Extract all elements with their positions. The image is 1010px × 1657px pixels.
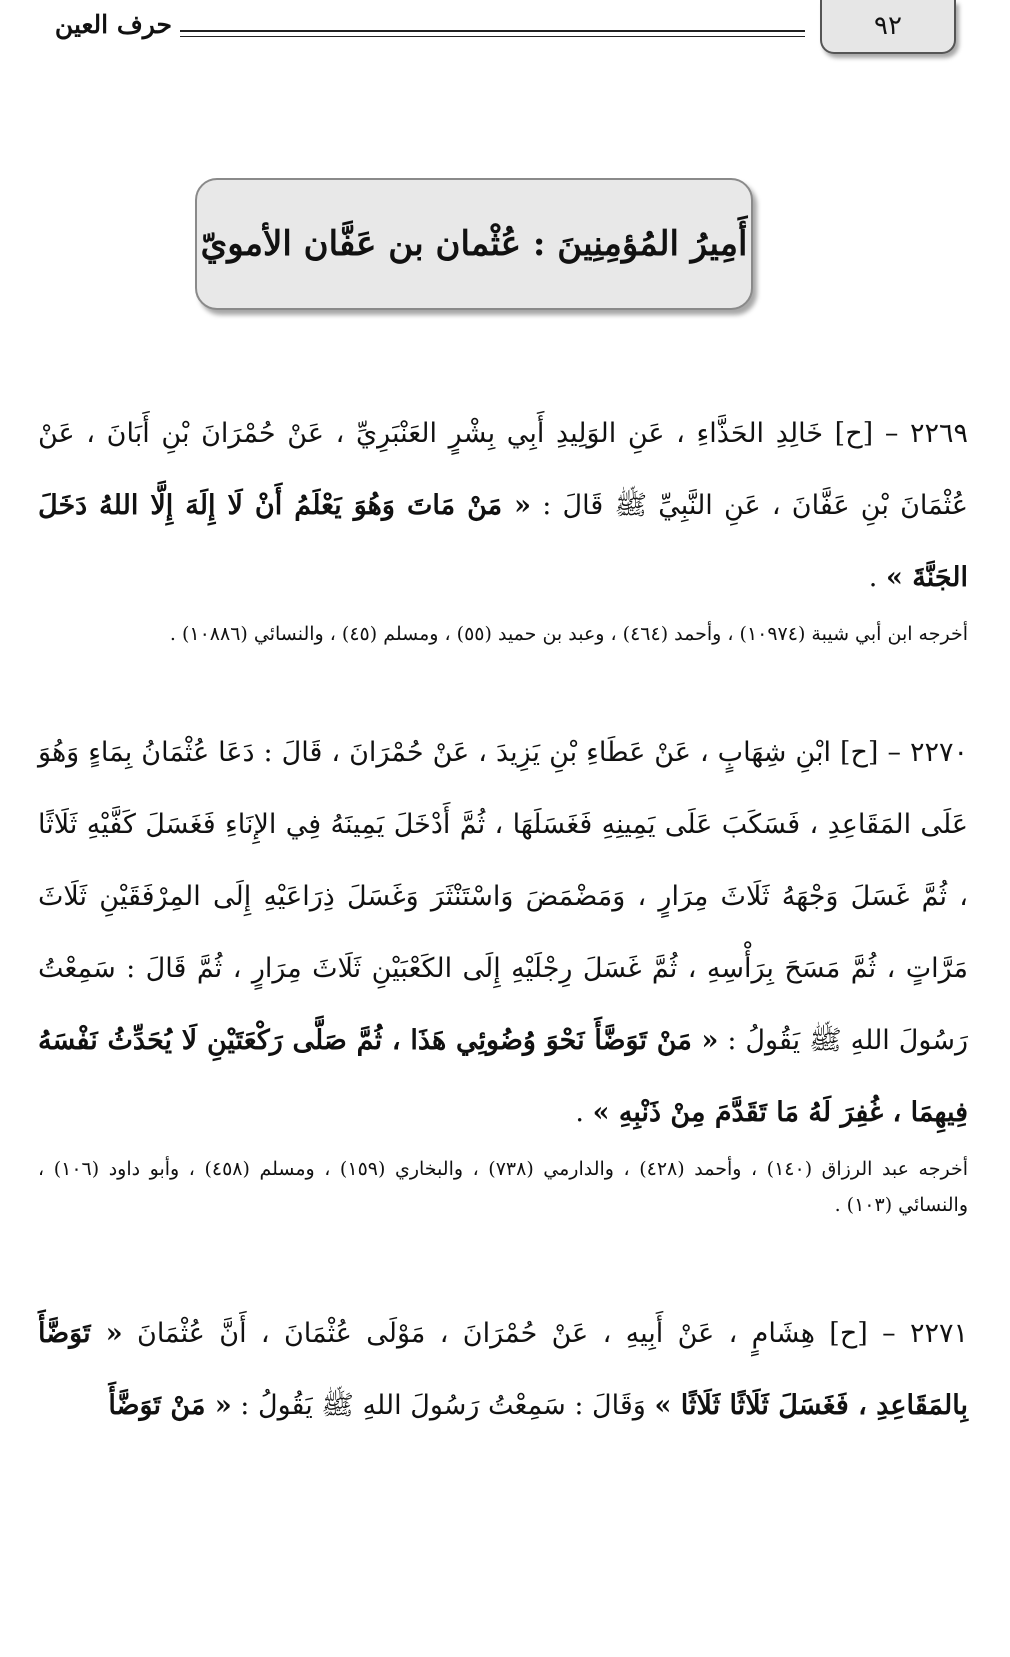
hadith-quote: « مَنْ تَوَضَّأَ نَحْوَ وُضُوئِي هَذَا ، ثُمَّ صَلَّى رَكْعَتَيْنِ لَا يُحَدِّثُ نَفْسَهُ فِيهِمَا ، غُفِرَ لَهُ مَا تَقَدَّمَ مِنْ ذَنْبِهِ »	[38, 1025, 968, 1128]
hadith-dash: –	[884, 418, 899, 449]
hadith-entry-2269	[38, 398, 968, 652]
section-title-box	[195, 178, 753, 310]
hadith-quote: « مَنْ مَاتَ وَهُوَ يَعْلَمُ أَنْ لَا إِلَهَ إِلَّا اللهُ دَخَلَ الجَنَّةَ »	[38, 490, 968, 593]
hadith-text	[38, 398, 968, 614]
takhrij-note: أخرجه ابن أبي شيبة (١٠٩٧٤) ، وأحمد (٤٦٤) ، وعبد بن حميد (٥٥) ، ومسلم (٤٥) ، والنسائي (١٠٨٨٦) .	[169, 623, 968, 645]
page-number: ٩٢	[874, 11, 902, 41]
hadith-text	[38, 717, 968, 1149]
hadith-chain: هِشَامٍ ، عَنْ أَبِيهِ ، عَنْ حُمْرَانَ ، مَوْلَى عُثْمَانَ ، أَنَّ عُثْمَانَ	[137, 1318, 815, 1349]
hadith-text	[38, 1298, 968, 1442]
hadith-number: ٢٢٦٩	[909, 418, 968, 449]
hadith-number: ٢٢٧١	[909, 1318, 968, 1349]
hadith-marker: [ح]	[829, 1318, 868, 1349]
takhrij-note: أخرجه عبد الرزاق (١٤٠) ، وأحمد (٤٢٨) ، والدارمي (٧٣٨) ، والبخاري (١٥٩) ، ومسلم (٤٥٨) ، وأبو داود (١٠٦) ، والنسائي (١٠٣) .	[38, 1158, 968, 1216]
hadith-chain-continued: وَقَالَ : سَمِعْتُ رَسُولَ اللهِ ﷺ يَقُولُ :	[240, 1390, 646, 1421]
hadith-entry-2271	[38, 1298, 968, 1442]
hadith-marker: [ح]	[834, 418, 874, 449]
header-rule	[180, 30, 805, 37]
hadith-dash: –	[887, 737, 901, 768]
hadith-end: .	[868, 562, 886, 593]
chapter-title: حرف العين	[54, 10, 172, 39]
hadith-marker: [ح]	[839, 737, 879, 768]
hadith-end: .	[575, 1097, 593, 1128]
hadith-dash: –	[882, 1318, 896, 1349]
hadith-chain: ابْنِ شِهَابٍ ، عَنْ عَطَاءِ بْنِ يَزِيدَ ، عَنْ حُمْرَانَ ، قَالَ : دَعَا عُثْمَانُ بِمَاءٍ وَهُوَ عَلَى المَقَاعِدِ ، فَسَكَبَ عَلَى يَمِينِهِ فَغَسَلَهَا ، ثُمَّ أَدْخَلَ يَمِينَهُ فِي الإِنَاءِ فَغَسَلَ كَفَّيْهِ ثَلَاثًا ، ثُمَّ غَسَلَ وَجْهَهُ ثَلَاثَ مِرَارٍ ، وَمَضْمَضَ وَاسْتَنْثَرَ وَغَسَلَ ذِرَاعَيْهِ إِلَى المِرْفَقَيْنِ ثَلَاثَ مَرَّاتٍ ، ثُمَّ مَسَحَ بِرَأْسِهِ ، ثُمَّ غَسَلَ رِجْلَيْهِ إِلَى الكَعْبَيْنِ ثَلَاثَ مِرَارٍ ، ثُمَّ قَالَ : سَمِعْتُ رَسُولَ اللهِ ﷺ يَقُولُ :	[38, 737, 969, 1056]
hadith-chain: خَالِدِ الحَذَّاءِ ، عَنِ الوَلِيدِ أَبِي بِشْرٍ العَنْبَرِيِّ ، عَنْ حُمْرَانَ بْنِ أَبَانَ ، عَنْ عُثْمَانَ بْنِ عَفَّانَ ، عَنِ النَّبِيِّ ﷺ قَالَ :	[38, 418, 968, 521]
hadith-number: ٢٢٧٠	[909, 737, 968, 768]
hadith-quote: « تَوَضَّأَ بِالمَقَاعِدِ ، فَغَسَلَ ثَلَاثًا ثَلَاثًا »	[38, 1318, 968, 1421]
page-number-tab	[820, 0, 956, 54]
hadith-entry-2270	[38, 717, 968, 1223]
section-title: أَمِيرُ المُؤمِنِينَ : عُثْمان بن عَفَّان الأمويّ	[200, 224, 748, 264]
hadith-quote-continued: « مَنْ تَوَضَّأَ	[108, 1390, 232, 1421]
